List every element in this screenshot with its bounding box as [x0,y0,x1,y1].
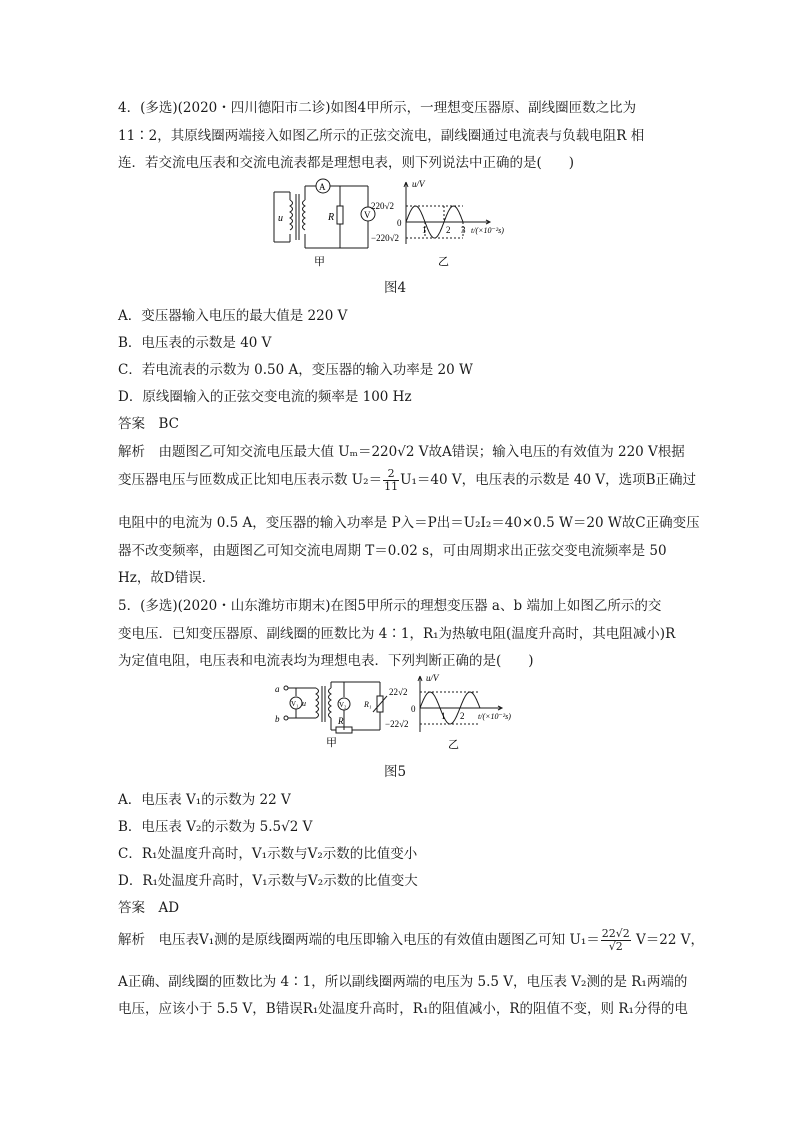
q4-fraction [383,468,399,493]
q4-tick-2: 2 [446,225,451,235]
q5-R-label: R [338,716,344,726]
q4-option-b: B．电压表的示数是 40 V [118,335,272,351]
q5-zero: 0 [411,704,416,714]
q4-analysis-line5: Hz，故D错误． [118,570,216,586]
q5-figure-caption: 图5 [384,764,407,780]
q5-option-d: D．R₁处温度升高时，V₁示数与V₂示数的比值变大 [118,873,418,889]
q5-xlabel: t/(×10⁻²s) [478,712,511,721]
q4-secondary-coil [303,200,306,230]
q5-stem-line3: 为定值电阻，电压表和电流表均为理想电表．下列判断正确的是( ) [118,653,534,669]
q4-option-d: D．原线圈输入的正弦交变电流的频率是 100 Hz [118,389,412,405]
q5-fraction [601,928,631,953]
q5-v1-label: V₁ [291,700,299,708]
q4-tick-1: 1 [422,225,427,235]
q5-primary-coil [316,688,319,718]
q5-label-yi: 乙 [448,739,459,751]
q4-zero: 0 [397,218,402,228]
q5-stem-line2: 变电压．已知变压器原、副线圈的匝数比为 4∶1，R₁为热敏电阻(温度升高时，其电阻减小)R [118,626,676,642]
q5-analysis-line2: A正确、副线圈的匝数比为 4∶1，所以副线圈两端的电压为 5.5 V，电压表 V₂测的是 R₁两端的 [118,974,688,990]
q5-u-label: u [302,699,306,708]
q4-u-label: u [278,213,283,224]
q4-option-c: C．若电流表的示数为 0.50 A，变压器的输入功率是 20 W [118,362,473,378]
q5-answer: 答案 AD [118,900,180,916]
q4-resistor-R [337,206,343,224]
q4-stem-line3: 连．若交流电压表和交流电流表都是理想电表，则下列说法中正确的是( ) [118,155,575,171]
q4-answer: 答案 BC [118,416,180,432]
q4-ymin: −220√2 [371,233,400,243]
q5-analysis-line1-a: 解析 电压表V₁测的是原线圈两端的电压即输入电压的有效值由题图乙可知 U₁＝ [118,932,600,948]
q5-terminal-b [284,716,288,720]
q4-analysis-line4: 器不改变频率，由题图乙可知交流电周期 T＝0.02 s，可由周期求出正弦交变电流频率是 50 [118,543,667,559]
q4-R-label: R [328,212,335,223]
q4-stem-line1: 4．(多选)(2020・四川德阳市二诊)如图4甲所示，一理想变压器原、副线圈匝数之比为 [118,100,637,116]
q4-analysis-line2-b: U₁＝40 V，电压表的示数是 40 V，选项B正确过 [400,472,697,488]
q5-ymax: 22√2 [389,687,408,697]
q4-figure-caption: 图4 [384,280,407,296]
q4-ymax: 220√2 [371,201,394,211]
q5-option-a: A．电压表 V₁的示数为 22 V [118,792,291,808]
q4-tick-3: 3 [461,225,466,235]
q5-R1-label: R₁ [364,700,372,709]
q4-voltmeter-label: V [364,210,371,220]
q4-option-a: A．变压器输入电压的最大值是 220 V [118,308,348,324]
q5-b-label: b [275,714,280,724]
q5-ylabel: u/V [426,673,439,683]
q5-analysis-line1 [118,928,704,953]
q5-frac-den: √2 [608,940,623,953]
q4-analysis-line3: 电阻中的电流为 0.5 A，变压器的输入功率是 P入＝P出＝U₂I₂＝40×0.5 W＝20 W故C正确变压 [118,515,700,531]
figure-4 [268,176,538,272]
q5-terminal-a [284,686,288,690]
q4-xlabel: t/(×10⁻²s) [471,226,504,235]
q5-option-c: C．R₁处温度升高时，V₁示数与V₂示数的比值变小 [118,846,418,862]
q5-a-label: a [275,684,280,694]
q4-ylabel: u/V [412,179,425,189]
q4-analysis-line2-a: 变压器电压与匝数成正比知电压表示数 U₂＝ [118,472,383,488]
q4-ammeter-label: A [319,182,326,192]
q4-frac-den: 11 [384,480,399,493]
q5-analysis-line3: 电压，应该小于 5.5 V，B错误R₁处温度升高时，R₁的阻值减小，R的阻值不变，则 R₁分得的电 [118,1001,688,1017]
q4-primary-coil [290,200,293,230]
q4-label-jia: 甲 [314,256,325,268]
q5-tick-2: 2 [460,711,465,721]
q5-frac-num: 22√2 [601,927,630,940]
q4-frac-num: 2 [383,468,399,481]
q5-secondary-coil [329,688,332,718]
q4-label-yi: 乙 [438,256,449,268]
q4-analysis-line1: 解析 由题图乙可知交流电压最大值 Uₘ＝220√2 V故A错误；输入电压的有效值为 220 V根据 [118,444,685,460]
q5-ymin: −22√2 [385,719,409,729]
figure-5 [272,672,532,754]
q5-stem-line1: 5．(多选)(2020・山东潍坊市期末)在图5甲所示的理想变压器 a、b 端加上如图乙所示的交 [118,598,662,614]
q5-analysis-line1-b: V＝22 V， [631,932,705,948]
q5-label-jia: 甲 [326,737,337,749]
q4-stem-line2: 11∶2，其原线圈两端接入如图乙所示的正弦交流电，副线圈通过电流表与负载电阻R 相 [118,128,645,144]
q5-option-b: B．电压表 V₂的示数为 5.5√2 V [118,819,313,835]
q4-analysis-line2 [118,468,696,493]
q5-tick-1: 1 [441,711,446,721]
q5-v2-label: V₂ [339,701,347,709]
